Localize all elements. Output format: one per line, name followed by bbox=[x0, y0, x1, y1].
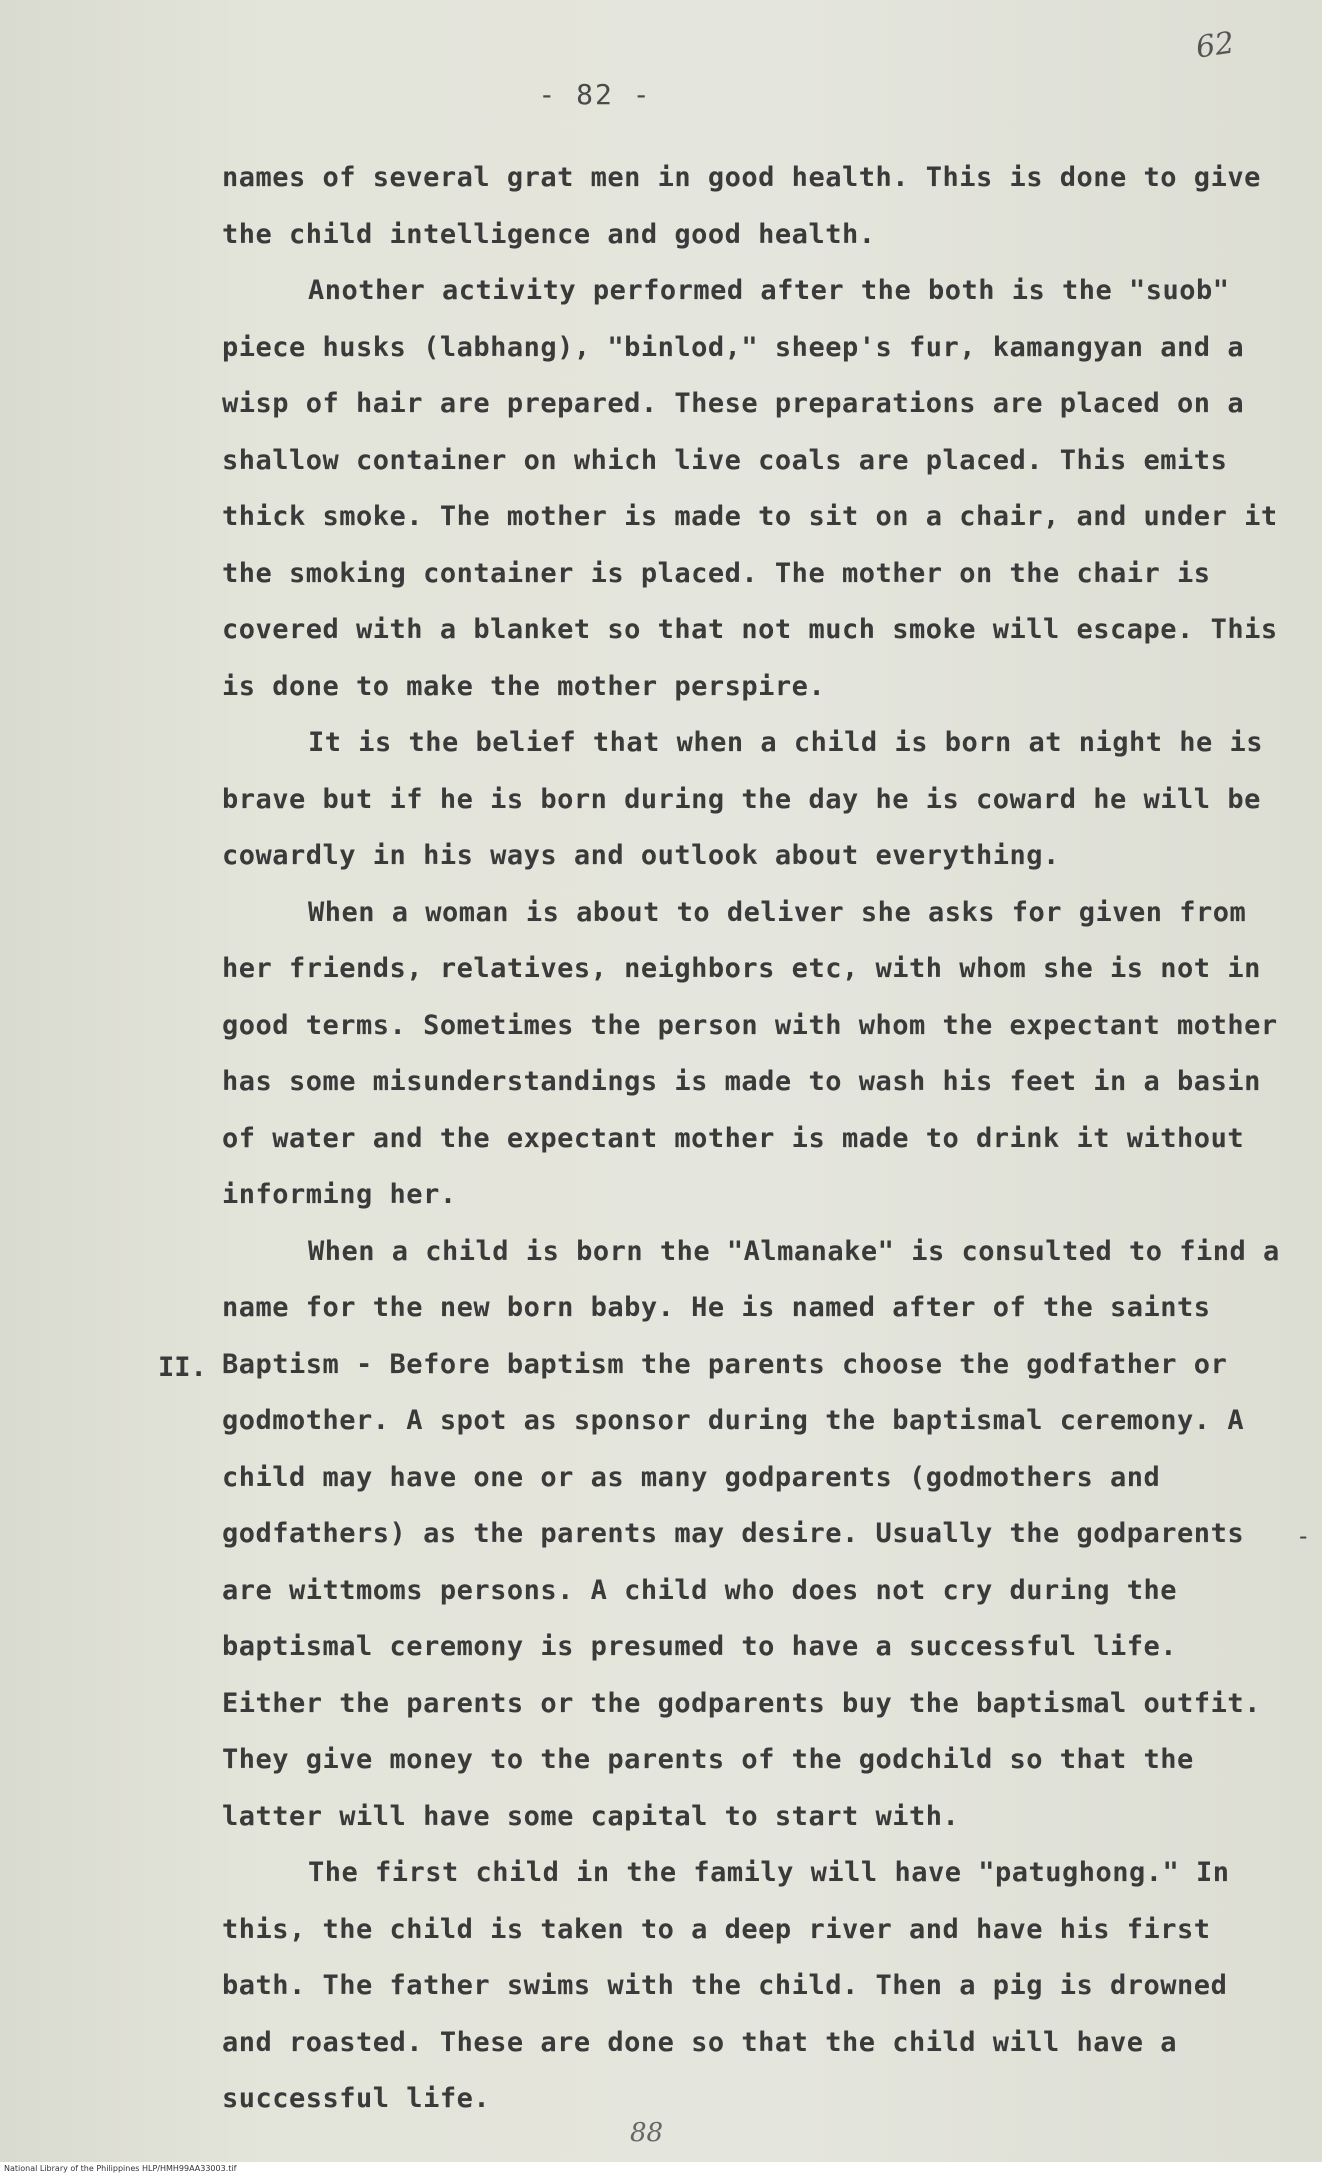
paragraph-5: When a child is born the "Almanake" is consulted to find a name for the new born baby. He is named after of the saints bbox=[222, 1235, 1280, 1323]
paragraph-1: names of several grat men in good health. This is done to give the child intelligence and good health. bbox=[222, 162, 1261, 250]
document-body bbox=[222, 150, 1282, 2128]
margin-mark: - bbox=[1296, 1522, 1311, 1550]
paragraph-baptism: Baptism - Before baptism the parents choose the godfather or godmother. A spot as sponsor during the baptismal ceremony. A child may have one or as many godparents (godmothers and godfathers) as the parents may desire. Usually the godparents are wittmoms persons. A child who does not cry during the baptismal ceremony is presumed to have a successful life. Either the parents or the godparents buy the baptismal outfit. They give money to the parents of the godchild so that the latter will have some capital to start with. bbox=[222, 1348, 1261, 1832]
paragraph-2: Another activity performed after the both is the "suob" piece husks (labhang), "binlod," sheep's fur, kamangyan and a wisp of hair are prepared. These preparations are placed on a shallow container on which live coals are placed. This emits thick smoke. The mother is made to sit on a chair, and under it the smoking container is placed. The mother on the chair is covered with a blanket so that not much smoke will escape. This is done to make the mother perspire. bbox=[222, 275, 1278, 702]
section-label-baptism: II. bbox=[158, 1352, 207, 1383]
page-number: - 82 - bbox=[538, 78, 652, 111]
handwritten-bottom-mark: 88 bbox=[630, 2118, 664, 2148]
paragraph-7: The first child in the family will have "patughong." In this, the child is taken to a deep river and have his first bath. The father swims with the child. Then a pig is drowned and roasted. These are done so that the child will have a successful life. bbox=[222, 1857, 1230, 2114]
handwritten-page-mark: 62 bbox=[1193, 25, 1237, 66]
paragraph-3: It is the belief that when a child is born at night he is brave but if he is born during the day he is coward he will be cowardly in his ways and outlook about everything. bbox=[222, 727, 1264, 871]
scan-footer: National Library of the Philippines HLP/HMH99AA33003.tif bbox=[0, 2162, 1322, 2176]
paragraph-4: When a woman is about to deliver she asks for given from her friends, relatives, neighbors etc, with whom she is not in good terms. Sometimes the person with whom the expectant mother has some misunderstandings is made to wash his feet in a basin of water and the expectant mother is made to drink it without informing her. bbox=[222, 896, 1278, 1210]
